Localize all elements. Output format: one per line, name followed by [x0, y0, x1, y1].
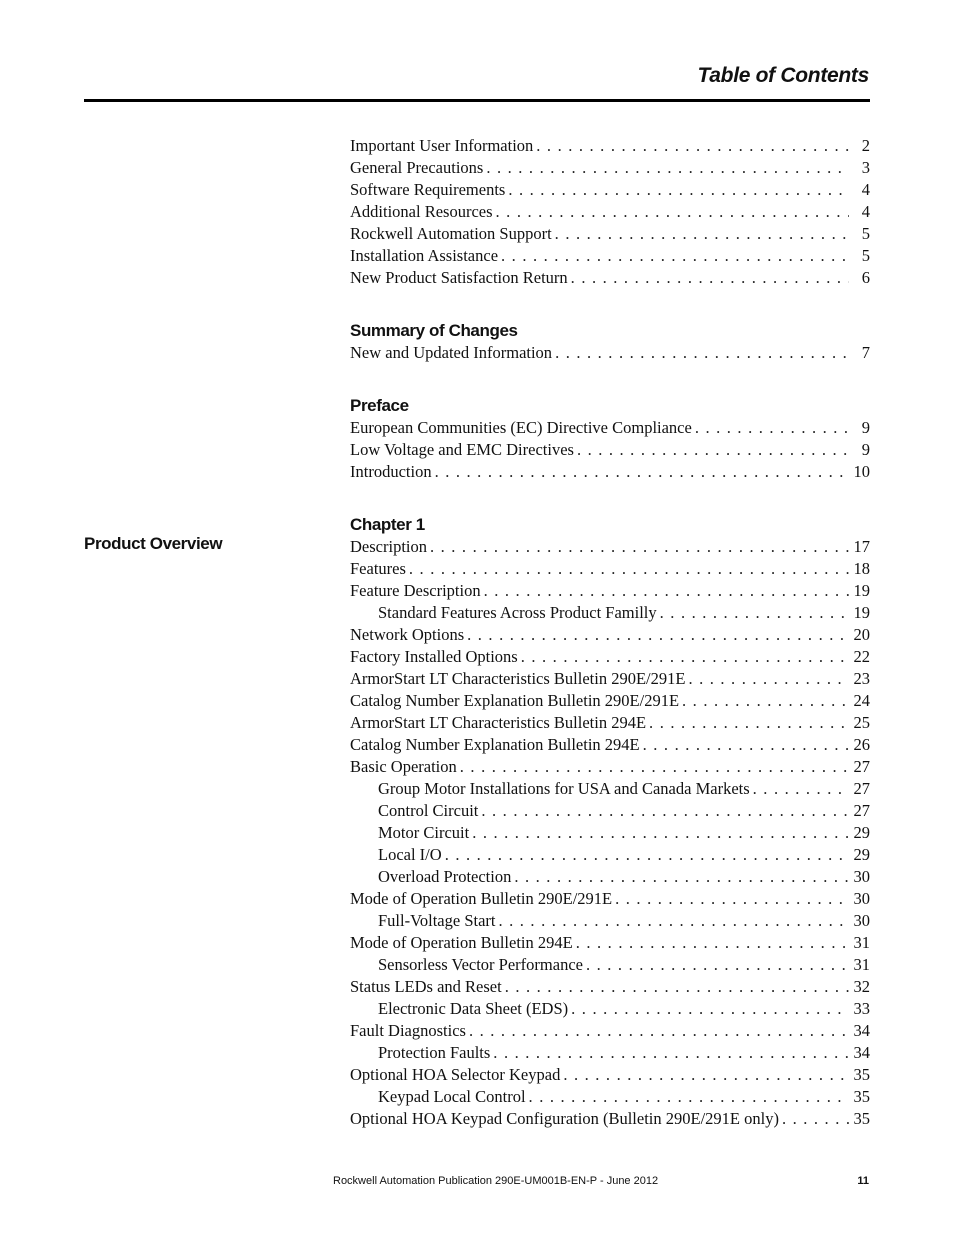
- toc-entry-page: 10: [853, 462, 870, 481]
- dot-leader: [498, 910, 849, 932]
- toc-entry-title: Optional HOA Selector Keypad: [350, 1065, 561, 1084]
- toc-entry[interactable]: [350, 1064, 870, 1086]
- section-heading: Chapter 1: [350, 515, 425, 534]
- toc-entry-title: Mode of Operation Bulletin 290E/291E: [350, 889, 613, 908]
- toc-entry-title: Mode of Operation Bulletin 294E: [350, 933, 573, 952]
- footer-page-number: 11: [857, 1175, 869, 1187]
- toc-entry-page: 32: [853, 977, 870, 996]
- section-heading: Preface: [350, 396, 409, 415]
- table-of-contents: [350, 135, 870, 1130]
- toc-entry-title: Low Voltage and EMC Directives: [350, 440, 574, 459]
- toc-entry-page: 4: [861, 180, 870, 199]
- toc-entry-title: Sensorless Vector Performance: [378, 955, 583, 974]
- toc-entry-page: 18: [853, 559, 870, 578]
- dot-leader: [682, 690, 849, 712]
- section-gap: [350, 289, 870, 320]
- dot-leader: [409, 558, 849, 580]
- toc-entry[interactable]: [350, 712, 870, 734]
- dot-leader: [571, 998, 849, 1020]
- toc-entry-page: 30: [853, 889, 870, 908]
- toc-entry-page: 9: [861, 440, 870, 459]
- toc-entry-page: 27: [853, 779, 870, 798]
- toc-entry-title: Local I/O: [378, 845, 442, 864]
- toc-entry-page: 9: [861, 418, 870, 437]
- toc-entry[interactable]: [350, 888, 870, 910]
- toc-entry-title: Group Motor Installations for USA and Canada Markets: [378, 779, 750, 798]
- toc-entry-page: 31: [853, 933, 870, 952]
- dot-leader: [782, 1108, 849, 1130]
- dot-leader: [660, 602, 849, 624]
- dot-leader: [496, 201, 849, 223]
- toc-entry[interactable]: [350, 954, 870, 976]
- toc-entry-title: Rockwell Automation Support: [350, 224, 552, 243]
- dot-leader: [576, 932, 849, 954]
- toc-entry-page: 20: [853, 625, 870, 644]
- toc-entry-page: 35: [853, 1087, 870, 1106]
- toc-entry-page: 33: [853, 999, 870, 1018]
- toc-entry[interactable]: [350, 800, 870, 822]
- footer-publication: Rockwell Automation Publication 290E-UM001B-EN-P - June 2012: [333, 1175, 659, 1187]
- dot-leader: [695, 417, 849, 439]
- dot-leader: [753, 778, 849, 800]
- toc-entry[interactable]: [350, 756, 870, 778]
- dot-leader: [435, 461, 849, 483]
- toc-entry-title: Important User Information: [350, 136, 534, 155]
- toc-entry-title: Fault Diagnostics: [350, 1021, 466, 1040]
- title-rule: [84, 99, 870, 102]
- dot-leader: [430, 536, 849, 558]
- toc-entry-title: Catalog Number Explanation Bulletin 290E/291E: [350, 691, 680, 710]
- toc-entry[interactable]: [350, 646, 870, 668]
- dot-leader: [643, 734, 849, 756]
- toc-entry-title: Additional Resources: [350, 202, 493, 221]
- toc-entry[interactable]: [350, 624, 870, 646]
- toc-entry-page: 17: [853, 537, 870, 556]
- toc-entry-page: 4: [861, 202, 870, 221]
- page-title: Table of Contents: [697, 64, 869, 87]
- toc-entry[interactable]: [350, 932, 870, 954]
- toc-entry-title: Description: [350, 537, 427, 556]
- toc-entry-title: Network Options: [350, 625, 465, 644]
- toc-entry[interactable]: [350, 1042, 870, 1064]
- dot-leader: [493, 1042, 849, 1064]
- toc-entry[interactable]: [350, 461, 870, 483]
- toc-entry-title: ArmorStart LT Characteristics Bulletin 290E/291E: [350, 669, 686, 688]
- dot-leader: [484, 580, 849, 602]
- toc-entry[interactable]: [350, 690, 870, 712]
- toc-entry-title: Electronic Data Sheet (EDS): [378, 999, 569, 1018]
- toc-entry[interactable]: [350, 778, 870, 800]
- toc-entry[interactable]: [350, 558, 870, 580]
- toc-entry[interactable]: [350, 245, 870, 267]
- toc-entry-title: Software Requirements: [350, 180, 506, 199]
- toc-entry-title: Introduction: [350, 462, 432, 481]
- toc-entry-title: Protection Faults: [378, 1043, 491, 1062]
- dot-leader: [688, 668, 849, 690]
- toc-entry-title: Full-Voltage Start: [378, 911, 496, 930]
- toc-entry-page: 26: [853, 735, 870, 754]
- toc-entry-title: Features: [350, 559, 406, 578]
- toc-entry[interactable]: [350, 1108, 870, 1130]
- dot-leader: [563, 1064, 849, 1086]
- toc-entry-title: New and Updated Information: [350, 343, 553, 362]
- dot-leader: [577, 439, 849, 461]
- section-gap: [350, 483, 870, 514]
- dot-leader: [521, 646, 849, 668]
- toc-entry[interactable]: [350, 1020, 870, 1042]
- toc-entry[interactable]: [350, 1086, 870, 1108]
- toc-entry-page: 2: [861, 136, 870, 155]
- section-gap: [350, 364, 870, 395]
- toc-entry[interactable]: [350, 201, 870, 223]
- toc-entry-page: 35: [853, 1109, 870, 1128]
- dot-leader: [555, 223, 849, 245]
- toc-entry[interactable]: [350, 439, 870, 461]
- toc-entry-title: Catalog Number Explanation Bulletin 294E: [350, 735, 640, 754]
- toc-entry-page: 29: [853, 823, 870, 842]
- toc-entry-page: 22: [853, 647, 870, 666]
- toc-entry-page: 25: [853, 713, 870, 732]
- dot-leader: [467, 624, 849, 646]
- toc-entry-title: Feature Description: [350, 581, 481, 600]
- toc-entry[interactable]: [350, 342, 870, 364]
- dot-leader: [571, 267, 849, 289]
- dot-leader: [536, 135, 849, 157]
- toc-entry[interactable]: [350, 267, 870, 289]
- dot-leader: [501, 245, 849, 267]
- toc-entry-page: 27: [853, 757, 870, 776]
- toc-entry[interactable]: [350, 668, 870, 690]
- dot-leader: [514, 866, 849, 888]
- chapter-side-title: Product Overview: [84, 534, 223, 553]
- dot-leader: [460, 756, 849, 778]
- dot-leader: [615, 888, 849, 910]
- toc-entry[interactable]: [350, 179, 870, 201]
- toc-entry[interactable]: [350, 417, 870, 439]
- toc-entry[interactable]: [350, 998, 870, 1020]
- dot-leader: [472, 822, 849, 844]
- toc-entry-title: Basic Operation: [350, 757, 457, 776]
- toc-entry-page: 34: [853, 1021, 870, 1040]
- toc-entry-page: 30: [853, 867, 870, 886]
- toc-entry-page: 24: [853, 691, 870, 710]
- dot-leader: [505, 976, 849, 998]
- toc-entry-title: ArmorStart LT Characteristics Bulletin 294E: [350, 713, 647, 732]
- toc-entry-title: Status LEDs and Reset: [350, 977, 502, 996]
- toc-entry-title: General Precautions: [350, 158, 484, 177]
- dot-leader: [586, 954, 849, 976]
- toc-entry-page: 35: [853, 1065, 870, 1084]
- dot-leader: [649, 712, 849, 734]
- toc-entry-page: 29: [853, 845, 870, 864]
- toc-entry[interactable]: [350, 580, 870, 602]
- toc-entry[interactable]: [350, 602, 870, 624]
- toc-entry[interactable]: [350, 157, 870, 179]
- toc-entry-page: 19: [853, 603, 870, 622]
- toc-entry-title: Factory Installed Options: [350, 647, 518, 666]
- dot-leader: [529, 1086, 849, 1108]
- toc-entry-page: 27: [853, 801, 870, 820]
- toc-entry-page: 6: [861, 268, 870, 287]
- dot-leader: [486, 157, 849, 179]
- toc-entry[interactable]: [350, 135, 870, 157]
- toc-entry-page: 3: [861, 158, 870, 177]
- dot-leader: [469, 1020, 849, 1042]
- toc-entry-page: 23: [853, 669, 870, 688]
- toc-entry[interactable]: [350, 844, 870, 866]
- toc-entry-title: Installation Assistance: [350, 246, 499, 265]
- toc-entry-page: 31: [853, 955, 870, 974]
- toc-entry-page: 19: [853, 581, 870, 600]
- toc-entry-page: 30: [853, 911, 870, 930]
- toc-entry[interactable]: [350, 734, 870, 756]
- toc-entry[interactable]: [350, 223, 870, 245]
- toc-entry-title: Optional HOA Keypad Configuration (Bulletin 290E/291E only): [350, 1109, 779, 1128]
- toc-entry-title: Standard Features Across Product Familly: [378, 603, 657, 622]
- toc-entry-title: Motor Circuit: [378, 823, 470, 842]
- toc-entry-title: Overload Protection: [378, 867, 512, 886]
- toc-entry[interactable]: [350, 910, 870, 932]
- toc-entry[interactable]: [350, 866, 870, 888]
- toc-entry[interactable]: [350, 976, 870, 998]
- toc-entry-title: New Product Satisfaction Return: [350, 268, 568, 287]
- toc-entry-page: 5: [861, 246, 870, 265]
- toc-entry-page: 34: [853, 1043, 870, 1062]
- toc-entry-page: 5: [861, 224, 870, 243]
- dot-leader: [555, 342, 849, 364]
- toc-entry-page: 7: [861, 343, 870, 362]
- dot-leader: [508, 179, 849, 201]
- dot-leader: [481, 800, 849, 822]
- section-heading: Summary of Changes: [350, 321, 518, 340]
- toc-entry[interactable]: [350, 822, 870, 844]
- toc-entry[interactable]: [350, 536, 870, 558]
- toc-entry-title: Control Circuit: [378, 801, 479, 820]
- toc-entry-title: European Communities (EC) Directive Compliance: [350, 418, 692, 437]
- toc-entry-title: Keypad Local Control: [378, 1087, 526, 1106]
- dot-leader: [445, 844, 849, 866]
